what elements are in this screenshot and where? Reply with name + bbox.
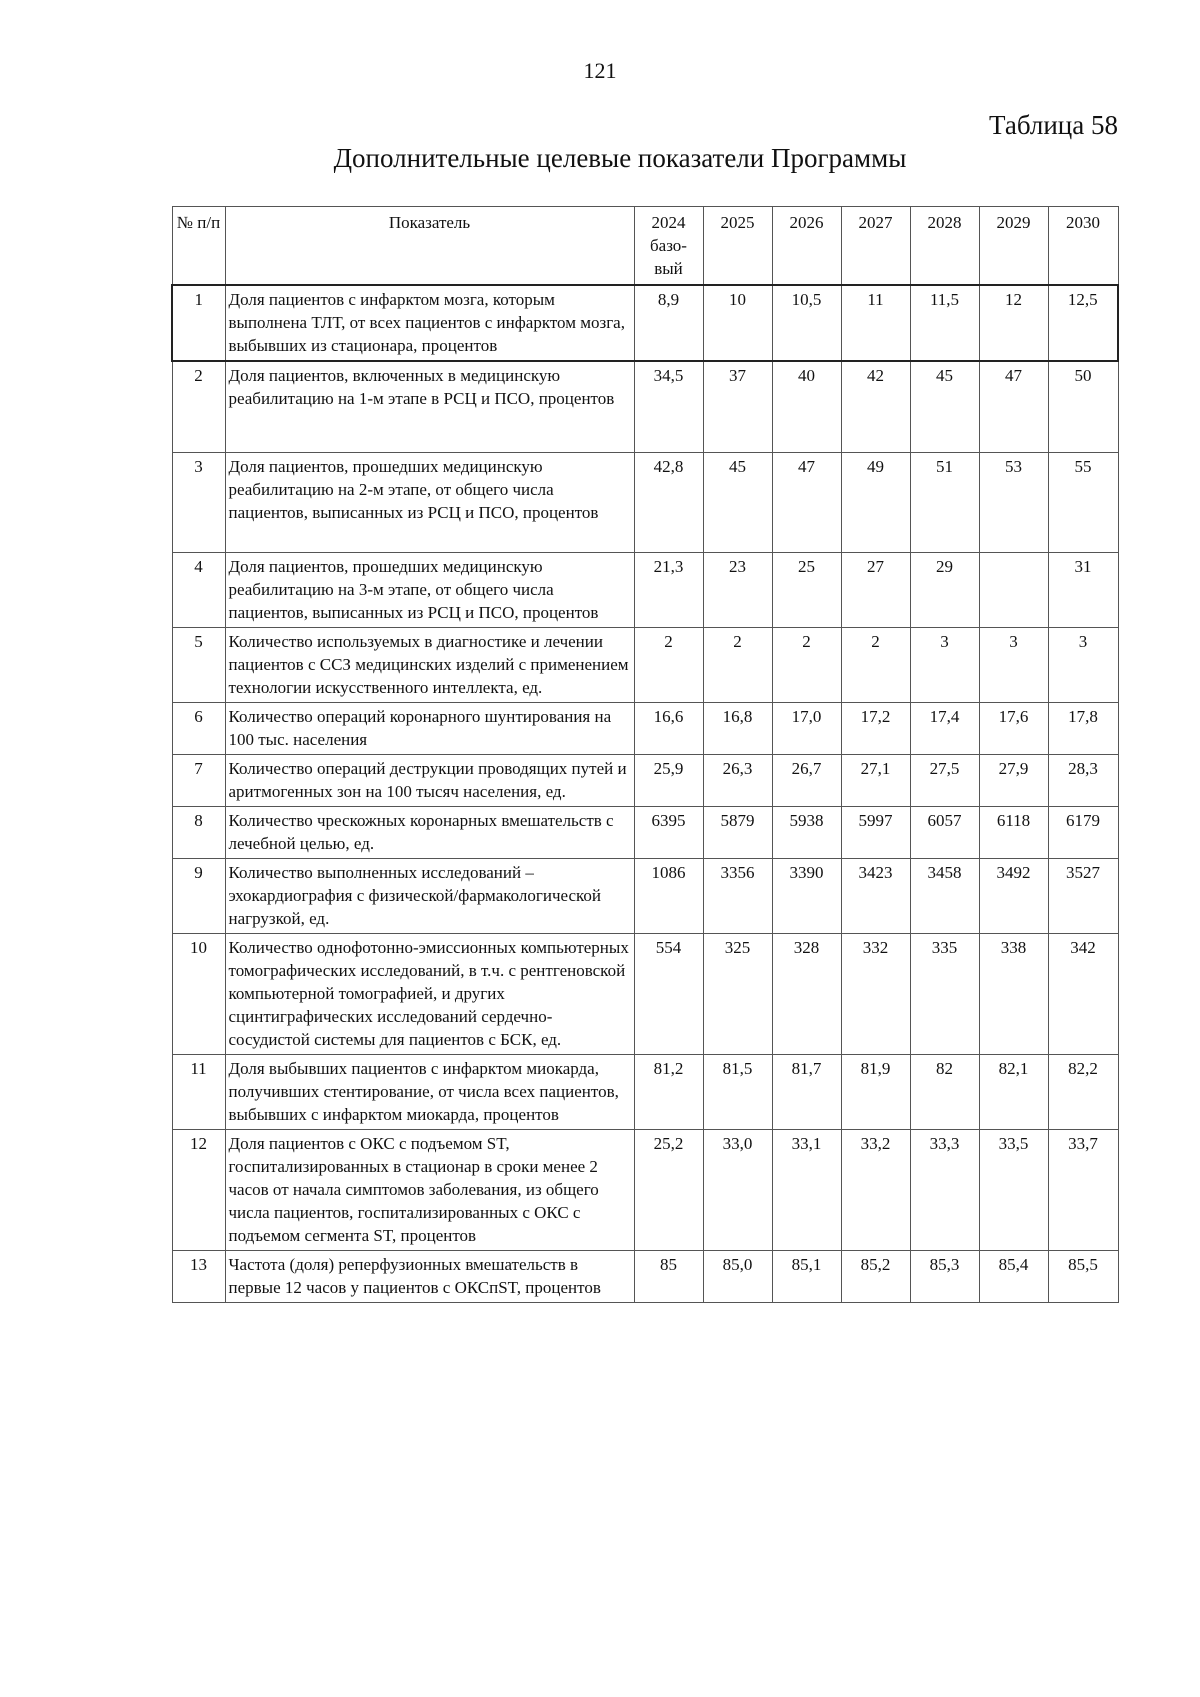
row-value: 40 xyxy=(772,361,841,453)
row-value: 17,0 xyxy=(772,703,841,755)
row-name: Доля пациентов, включенных в медицинскую реабилитацию на 1-м этапе в РСЦ и ПСО, процентов xyxy=(225,361,634,453)
row-name: Доля пациентов с ОКС с подъемом ST, госпитализированных в стационар в сроки менее 2 часов от начала симптомов заболевания, из общего числа пациентов, госпитализированных с ОКС с подъемом сегмента ST, процентов xyxy=(225,1130,634,1251)
row-value: 55 xyxy=(1048,453,1118,553)
table-caption: Таблица 58 xyxy=(989,110,1118,140)
row-value: 1086 xyxy=(634,859,703,934)
row-value: 53 xyxy=(979,453,1048,553)
row-value: 27 xyxy=(841,553,910,628)
row-value: 17,2 xyxy=(841,703,910,755)
row-num: 6 xyxy=(172,703,225,755)
row-value: 29 xyxy=(910,553,979,628)
row-value: 33,3 xyxy=(910,1130,979,1251)
row-value: 33,7 xyxy=(1048,1130,1118,1251)
row-value: 27,1 xyxy=(841,755,910,807)
row-name: Частота (доля) реперфузионных вмешательств в первые 12 часов у пациентов с ОКСпST, процентов xyxy=(225,1251,634,1303)
row-value: 17,4 xyxy=(910,703,979,755)
header-year: 2025 xyxy=(703,207,772,286)
row-value: 17,8 xyxy=(1048,703,1118,755)
row-name: Количество используемых в диагностике и лечении пациентов с ССЗ медицинских изделий с применением технологии искусственного интеллекта, ед. xyxy=(225,628,634,703)
row-value: 3527 xyxy=(1048,859,1118,934)
row-value: 45 xyxy=(703,453,772,553)
header-name: Показатель xyxy=(225,207,634,286)
table-row xyxy=(172,361,1118,453)
row-value: 16,8 xyxy=(703,703,772,755)
row-value: 31 xyxy=(1048,553,1118,628)
row-value: 82,2 xyxy=(1048,1055,1118,1130)
row-num: 8 xyxy=(172,807,225,859)
row-num: 12 xyxy=(172,1130,225,1251)
table-row xyxy=(172,1055,1118,1130)
row-value: 2 xyxy=(634,628,703,703)
row-value: 3356 xyxy=(703,859,772,934)
row-value: 25 xyxy=(772,553,841,628)
row-name: Доля пациентов, прошедших медицинскую реабилитацию на 3-м этапе, от общего числа пациентов, выписанных из РСЦ и ПСО, процентов xyxy=(225,553,634,628)
table-title: Дополнительные целевые показатели Программы xyxy=(333,143,907,173)
row-value: 11,5 xyxy=(910,285,979,361)
row-value: 2 xyxy=(703,628,772,703)
row-value: 81,5 xyxy=(703,1055,772,1130)
row-value: 3 xyxy=(1048,628,1118,703)
row-value: 8,9 xyxy=(634,285,703,361)
row-value: 37 xyxy=(703,361,772,453)
row-value: 34,5 xyxy=(634,361,703,453)
table-row xyxy=(172,628,1118,703)
indicators-table xyxy=(171,206,1119,1303)
row-value: 33,5 xyxy=(979,1130,1048,1251)
row-value: 82,1 xyxy=(979,1055,1048,1130)
row-value: 12,5 xyxy=(1048,285,1118,361)
row-name: Доля выбывших пациентов с инфарктом миокарда, получивших стентирование, от числа всех пациентов, выбывших с инфарктом миокарда, процентов xyxy=(225,1055,634,1130)
row-value: 26,7 xyxy=(772,755,841,807)
row-value: 3423 xyxy=(841,859,910,934)
row-value: 335 xyxy=(910,934,979,1055)
header-year: 2030 xyxy=(1048,207,1118,286)
row-value: 42 xyxy=(841,361,910,453)
row-value: 28,3 xyxy=(1048,755,1118,807)
header-year: 2028 xyxy=(910,207,979,286)
row-value: 3492 xyxy=(979,859,1048,934)
row-value: 27,9 xyxy=(979,755,1048,807)
row-num: 13 xyxy=(172,1251,225,1303)
row-value: 45 xyxy=(910,361,979,453)
row-value: 6057 xyxy=(910,807,979,859)
page-number: 121 xyxy=(583,58,617,83)
row-value: 51 xyxy=(910,453,979,553)
header-year: 2024 базо-вый xyxy=(634,207,703,286)
row-value: 2 xyxy=(772,628,841,703)
row-value: 3390 xyxy=(772,859,841,934)
row-value: 85,5 xyxy=(1048,1251,1118,1303)
row-value: 81,9 xyxy=(841,1055,910,1130)
row-value: 85,2 xyxy=(841,1251,910,1303)
row-value: 6179 xyxy=(1048,807,1118,859)
row-value: 85,0 xyxy=(703,1251,772,1303)
row-value: 6395 xyxy=(634,807,703,859)
row-value: 27,5 xyxy=(910,755,979,807)
row-value: 21,3 xyxy=(634,553,703,628)
table-row xyxy=(172,859,1118,934)
row-value: 25,2 xyxy=(634,1130,703,1251)
row-value: 3 xyxy=(910,628,979,703)
row-value: 85,4 xyxy=(979,1251,1048,1303)
row-value: 10,5 xyxy=(772,285,841,361)
row-value: 16,6 xyxy=(634,703,703,755)
table-row xyxy=(172,1130,1118,1251)
row-value: 81,2 xyxy=(634,1055,703,1130)
row-name: Количество чрескожных коронарных вмешательств с лечебной целью, ед. xyxy=(225,807,634,859)
table-row xyxy=(172,755,1118,807)
row-name: Количество выполненных исследований – эхокардиография с физической/фармакологической нагрузкой, ед. xyxy=(225,859,634,934)
table-row xyxy=(172,807,1118,859)
row-value: 25,9 xyxy=(634,755,703,807)
table-row xyxy=(172,453,1118,553)
row-name: Доля пациентов с инфарктом мозга, которым выполнена ТЛТ, от всех пациентов с инфарктом мозга, выбывших из стационара, процентов xyxy=(225,285,634,361)
row-value: 82 xyxy=(910,1055,979,1130)
header-year: 2026 xyxy=(772,207,841,286)
row-name: Количество операций деструкции проводящих путей и аритмогенных зон на 100 тысяч населения, ед. xyxy=(225,755,634,807)
row-value: 85,1 xyxy=(772,1251,841,1303)
row-value: 5938 xyxy=(772,807,841,859)
row-value: 10 xyxy=(703,285,772,361)
row-value: 85,3 xyxy=(910,1251,979,1303)
row-value: 328 xyxy=(772,934,841,1055)
row-value: 5997 xyxy=(841,807,910,859)
row-value: 33,0 xyxy=(703,1130,772,1251)
row-value: 42,8 xyxy=(634,453,703,553)
row-num: 5 xyxy=(172,628,225,703)
row-value: 33,1 xyxy=(772,1130,841,1251)
row-value: 11 xyxy=(841,285,910,361)
row-value: 3 xyxy=(979,628,1048,703)
row-value: 554 xyxy=(634,934,703,1055)
row-num: 7 xyxy=(172,755,225,807)
row-num: 4 xyxy=(172,553,225,628)
row-value: 2 xyxy=(841,628,910,703)
row-value: 23 xyxy=(703,553,772,628)
header-year: 2027 xyxy=(841,207,910,286)
row-value: 47 xyxy=(979,361,1048,453)
table-row xyxy=(172,1251,1118,1303)
row-value: 5879 xyxy=(703,807,772,859)
header-num: № п/п xyxy=(172,207,225,286)
row-value: 17,6 xyxy=(979,703,1048,755)
row-num: 9 xyxy=(172,859,225,934)
table-header-row xyxy=(172,207,1118,286)
row-value: 332 xyxy=(841,934,910,1055)
table-row xyxy=(172,285,1118,361)
row-name: Доля пациентов, прошедших медицинскую реабилитацию на 2-м этапе, от общего числа пациентов, выписанных из РСЦ и ПСО, процентов xyxy=(225,453,634,553)
table-row xyxy=(172,703,1118,755)
row-value: 49 xyxy=(841,453,910,553)
row-name: Количество однофотонно-эмиссионных компьютерных томографических исследований, в т.ч. с рентгеновской компьютерной томографией, и других сцинтиграфических исследований сердечно-сосудистой системы для пациентов с БСК, ед. xyxy=(225,934,634,1055)
row-value: 33,2 xyxy=(841,1130,910,1251)
row-num: 10 xyxy=(172,934,225,1055)
row-name: Количество операций коронарного шунтирования на 100 тыс. населения xyxy=(225,703,634,755)
table-row xyxy=(172,934,1118,1055)
row-value: 85 xyxy=(634,1251,703,1303)
row-value: 338 xyxy=(979,934,1048,1055)
table-row xyxy=(172,553,1118,628)
row-value: 3458 xyxy=(910,859,979,934)
row-num: 3 xyxy=(172,453,225,553)
header-year: 2029 xyxy=(979,207,1048,286)
row-value: 325 xyxy=(703,934,772,1055)
row-value: 47 xyxy=(772,453,841,553)
row-num: 1 xyxy=(172,285,225,361)
row-value: 342 xyxy=(1048,934,1118,1055)
row-num: 2 xyxy=(172,361,225,453)
row-value: 81,7 xyxy=(772,1055,841,1130)
row-value: 50 xyxy=(1048,361,1118,453)
row-value: 6118 xyxy=(979,807,1048,859)
row-value xyxy=(979,553,1048,628)
row-num: 11 xyxy=(172,1055,225,1130)
row-value: 26,3 xyxy=(703,755,772,807)
row-value: 12 xyxy=(979,285,1048,361)
